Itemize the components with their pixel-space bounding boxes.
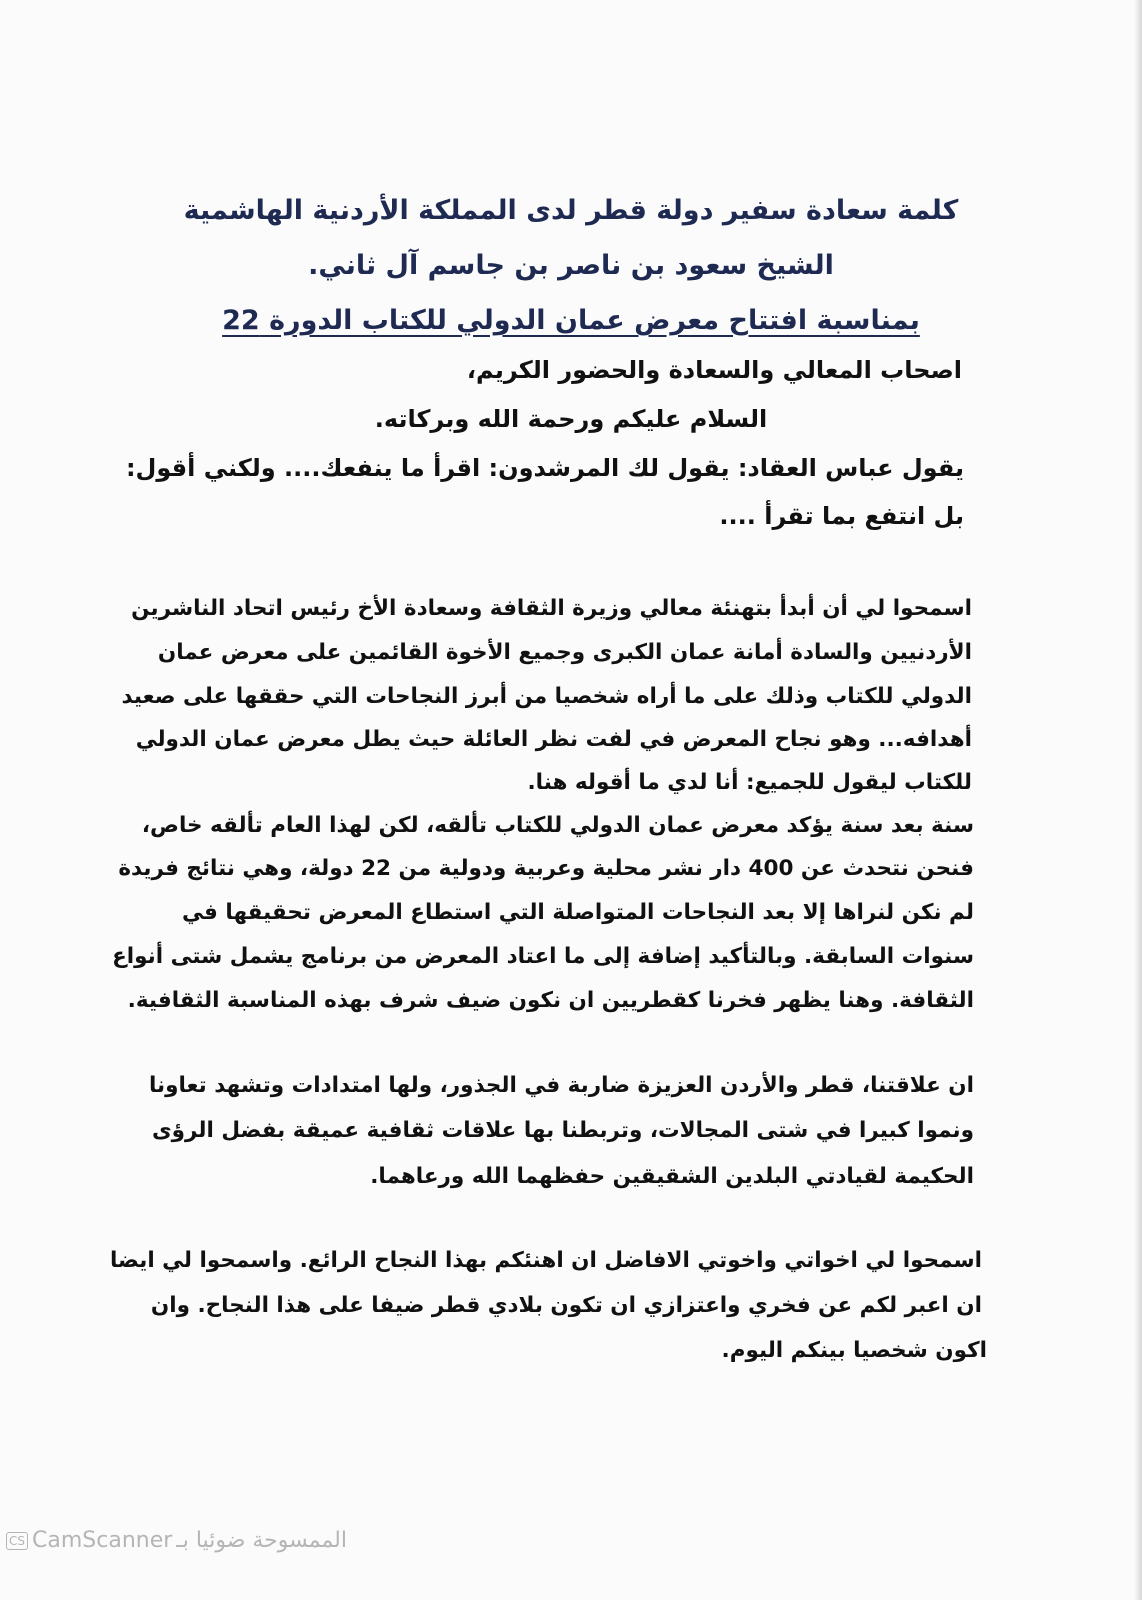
camscanner-logo-icon: CS <box>6 1532 28 1550</box>
paragraph-4-line-2: ان اعبر لكم عن فخري واعتزازي ان تكون بلادي قطر ضيفا على هذا النجاح. وان <box>150 1293 982 1318</box>
salam: السلام عليكم ورحمة الله وبركاته. <box>374 405 768 433</box>
paragraph-2-line-1: سنة بعد سنة يؤكد معرض عمان الدولي للكتاب تألقه، لكن لهذا العام تألقه خاص، <box>141 813 974 838</box>
paragraph-3-line-1: ان علاقتنا، قطر والأردن العزيزة ضاربة في الجذور، ولها امتدادات وتشهد تعاونا <box>148 1073 974 1098</box>
paragraph-1-line-5: للكتاب ليقول للجميع: أنا لدي ما أقوله هنا. <box>527 770 972 795</box>
paragraph-3-line-2: ونموا كبيرا في شتى المجالات، وتربطنا بها علاقات ثقافية عميقة بفضل الرؤى <box>151 1118 974 1143</box>
paragraph-2-line-2: فنحن نتحدث عن 400 دار نشر محلية وعربية ودولية من 22 دولة، وهي نتائج فريدة <box>118 856 974 881</box>
paragraph-1-line-3: الدولي للكتاب وذلك على ما أراه شخصيا من أبرز النجاحات التي حققها على صعيد <box>121 684 972 709</box>
quote-line-2: بل انتفع بما تقرأ .... <box>719 502 964 530</box>
paragraph-1-line-1: اسمحوا لي أن أبدأ بتهنئة معالي وزيرة الثقافة وسعادة الأخ رئيس اتحاد الناشرين <box>131 596 972 621</box>
paragraph-2-line-3: لم نكن لنراها إلا بعد النجاحات المتواصلة التي استطاع المعرض تحقيقها في <box>182 900 974 925</box>
camscanner-watermark <box>6 1528 347 1553</box>
salutation: اصحاب المعالي والسعادة والحضور الكريم، <box>466 356 962 384</box>
heading-line-3-text: بمناسبة افتتاح معرض عمان الدولي للكتاب الدورة 22 <box>222 305 920 336</box>
heading-line-2: الشيخ سعود بن ناصر بن جاسم آل ثاني. <box>308 250 834 281</box>
paragraph-1-line-4: أهدافه... وهو نجاح المعرض في لفت نظر العائلة حيث يطل معرض عمان الدولي <box>135 727 972 752</box>
paragraph-4-line-1: اسمحوا لي اخواتي واخوتي الافاضل ان اهنئكم بهذا النجاح الرائع. واسمحوا لي ايضا <box>109 1248 982 1273</box>
watermark-arabic: الممسوحة ضوئيا بـ <box>176 1528 348 1553</box>
paragraph-4-line-3: اكون شخصيا بينكم اليوم. <box>721 1338 987 1363</box>
watermark-brand: CamScanner <box>32 1528 173 1553</box>
paragraph-2-line-5: الثقافة. وهنا يظهر فخرنا كقطريين ان نكون ضيف شرف بهذه المناسبة الثقافية. <box>127 988 974 1013</box>
paragraph-2-line-4: سنوات السابقة. وبالتأكيد إضافة إلى ما اعتاد المعرض من برنامج يشمل شتى أنواع <box>112 944 974 969</box>
paragraph-1-line-2: الأردنيين والسادة أمانة عمان الكبرى وجميع الأخوة القائمين على معرض عمان <box>157 640 972 665</box>
quote-line-1: يقول عباس العقاد: يقول لك المرشدون: اقرأ ما ينفعك.... ولكني أقول: <box>125 454 964 482</box>
scan-edge-shadow <box>1134 0 1142 1600</box>
paragraph-3-line-3: الحكيمة لقيادتي البلدين الشقيقين حفظهما الله ورعاهما. <box>370 1164 974 1189</box>
heading-line-3 <box>0 305 1142 336</box>
heading-line-1: كلمة سعادة سفير دولة قطر لدى المملكة الأردنية الهاشمية <box>183 195 959 226</box>
